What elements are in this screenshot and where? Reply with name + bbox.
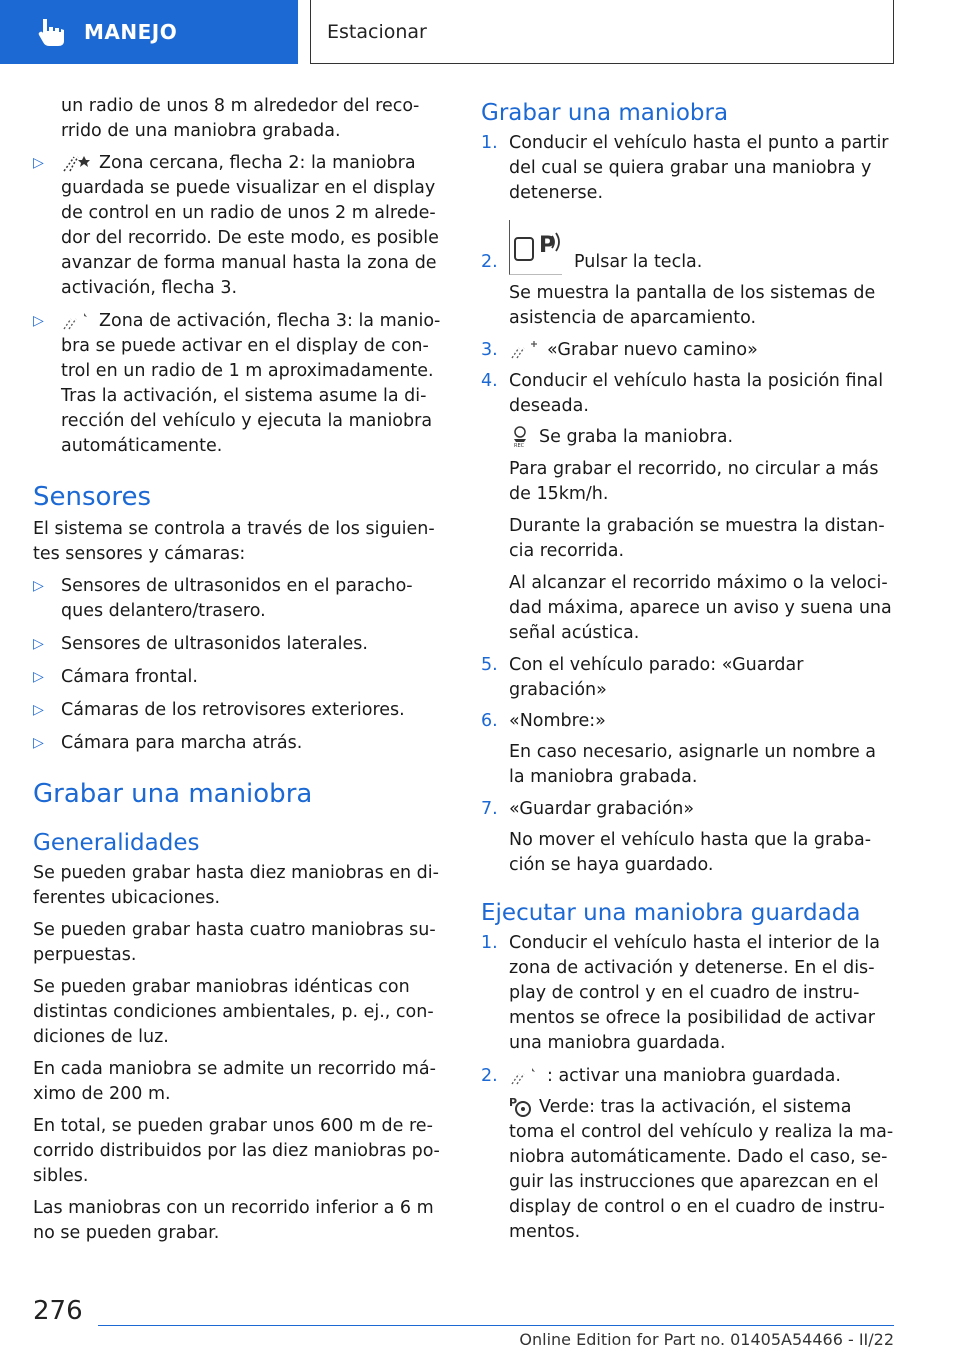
activation-zone-icon xyxy=(61,311,91,331)
list-item: ▷ Sensores de ultrasonidos en el parachoques delantero/trasero. xyxy=(33,574,443,624)
svg-text:P: P xyxy=(509,1096,518,1109)
section-title: Estacionar xyxy=(310,0,894,64)
paragraph: Se pueden grabar hasta diez maniobras en diferentes ubicaciones. xyxy=(33,863,439,908)
step: 7. «Guardar grabación» xyxy=(481,799,695,819)
list-item: ▷ Zona de activación, flecha 3: la maniobra se puede activar en el display de control en un radio de 1 m aproximadamente. Tras la activación, el sistema asume la dirección del vehículo y ejecuta la maniobra automáticamente. xyxy=(33,309,443,459)
step-note: Al alcanzar el recorrido máximo o la velocidad máxima, aparece un aviso y suena una señal acústica. xyxy=(509,573,892,643)
list-item: ▷ Cámara para marcha atrás. xyxy=(33,731,443,756)
triangle-bullet-icon: ▷ xyxy=(33,735,44,751)
step-note: No mover el vehículo hasta que la grabación se haya guardado. xyxy=(509,830,872,875)
list-item: ▷ Cámara frontal. xyxy=(33,665,443,690)
step-note: Para grabar el recorrido, no circular a más de 15km/h. xyxy=(509,459,879,504)
step: 2. P Pulsar la tecla. xyxy=(481,220,896,275)
paragraph: El sistema se controla a través de los siguientes sensores y cámaras: xyxy=(33,519,435,564)
parking-steering-icon xyxy=(509,1095,531,1117)
page-number: 276 xyxy=(33,1296,83,1326)
step: 2. : activar una maniobra guardada. xyxy=(481,1066,841,1086)
activation-zone-icon xyxy=(509,1066,539,1086)
record-maneuver-subheading: Grabar una maniobra xyxy=(481,100,729,126)
paragraph: un radio de unos 8 m alrededor del recorrido de una maniobra grabada. xyxy=(61,96,420,141)
paragraph: Se pueden grabar hasta cuatro maniobras superpuestas. xyxy=(33,920,436,965)
record-maneuver-heading: Grabar una maniobra xyxy=(33,779,313,809)
step-note: P Verde: tras la activación, el sistema toma el control del vehículo y realiza la maniobra automáticamente. Dado el caso, seguir las instrucciones que aparezcan en el display de control o en el cuadro de instrumentos. xyxy=(509,1096,894,1242)
paragraph: Las maniobras con un recorrido inferior a 6 m no se pueden grabar. xyxy=(33,1198,434,1243)
svg-text:P: P xyxy=(539,233,556,258)
list-item: ▷ Sensores de ultrasonidos laterales. xyxy=(33,632,443,657)
general-heading: Generalidades xyxy=(33,830,200,856)
chapter-tab xyxy=(0,0,298,64)
chapter-label: MANEJO xyxy=(84,20,178,44)
step: 4. Conducir el vehículo hasta la posición final deseada. xyxy=(481,371,884,416)
step-note: Se muestra la pantalla de los sistemas de asistencia de aparcamiento. xyxy=(509,283,876,328)
triangle-bullet-icon: ▷ xyxy=(33,636,44,652)
svg-text:REC: REC xyxy=(514,443,525,447)
step-note: En caso necesario, asignarle un nombre a la maniobra grabada. xyxy=(509,742,876,787)
step: 3. «Grabar nuevo camino» xyxy=(481,340,758,360)
step: 6. «Nombre:» xyxy=(481,711,606,731)
paragraph: En cada maniobra se admite un recorrido máximo de 200 m. xyxy=(33,1059,436,1104)
sensors-heading: Sensores xyxy=(33,482,152,512)
recording-icon xyxy=(509,425,531,447)
step-note: Durante la grabación se muestra la distancia recorrida. xyxy=(509,516,885,561)
triangle-bullet-icon: ▷ xyxy=(33,155,44,171)
step: 5. Con el vehículo parado: «Guardar grabación» xyxy=(481,655,804,700)
record-path-icon xyxy=(509,340,539,360)
left-column xyxy=(33,94,443,1253)
edition-info: Online Edition for Part no. 01405A54466 - II/22 xyxy=(519,1330,894,1349)
near-zone-icon xyxy=(61,153,91,173)
step: 1. Conducir el vehículo hasta el interior de la zona de activación y detenerse. En el display de control y en el cuadro de instrumentos se ofrece la posibilidad de activar una maniobra guardada. xyxy=(481,933,880,1053)
execute-maneuver-heading: Ejecutar una maniobra guardada xyxy=(481,900,861,926)
triangle-bullet-icon: ▷ xyxy=(33,578,44,594)
list-item: ▷ Cámaras de los retrovisores exteriores. xyxy=(33,698,443,723)
list-item: ▷ Zona cercana, flecha 2: la maniobra guardada se puede visualizar en el display de control en un radio de unos 2 m alrededor del recorrido. De este modo, es posible avanzar de forma manual hasta la zona de activación, flecha 3. xyxy=(33,151,443,301)
parking-assistant-button-icon xyxy=(509,220,562,275)
triangle-bullet-icon: ▷ xyxy=(33,702,44,718)
step-note: REC Se graba la maniobra. xyxy=(481,425,896,450)
triangle-bullet-icon: ▷ xyxy=(33,313,44,329)
triangle-bullet-icon: ▷ xyxy=(33,669,44,685)
step: 1. Conducir el vehículo hasta el punto a partir del cual se quiera grabar una maniobra y detenerse. xyxy=(481,133,889,203)
footer-divider xyxy=(98,1325,894,1326)
paragraph: Se pueden grabar maniobras idénticas con distintas condiciones ambientales, p. ej., condiciones de luz. xyxy=(33,977,434,1047)
right-column xyxy=(481,98,896,1252)
paragraph: En total, se pueden grabar unos 600 m de recorrido distribuidos por las diez maniobras posibles. xyxy=(33,1116,440,1186)
hand-icon xyxy=(34,15,68,49)
